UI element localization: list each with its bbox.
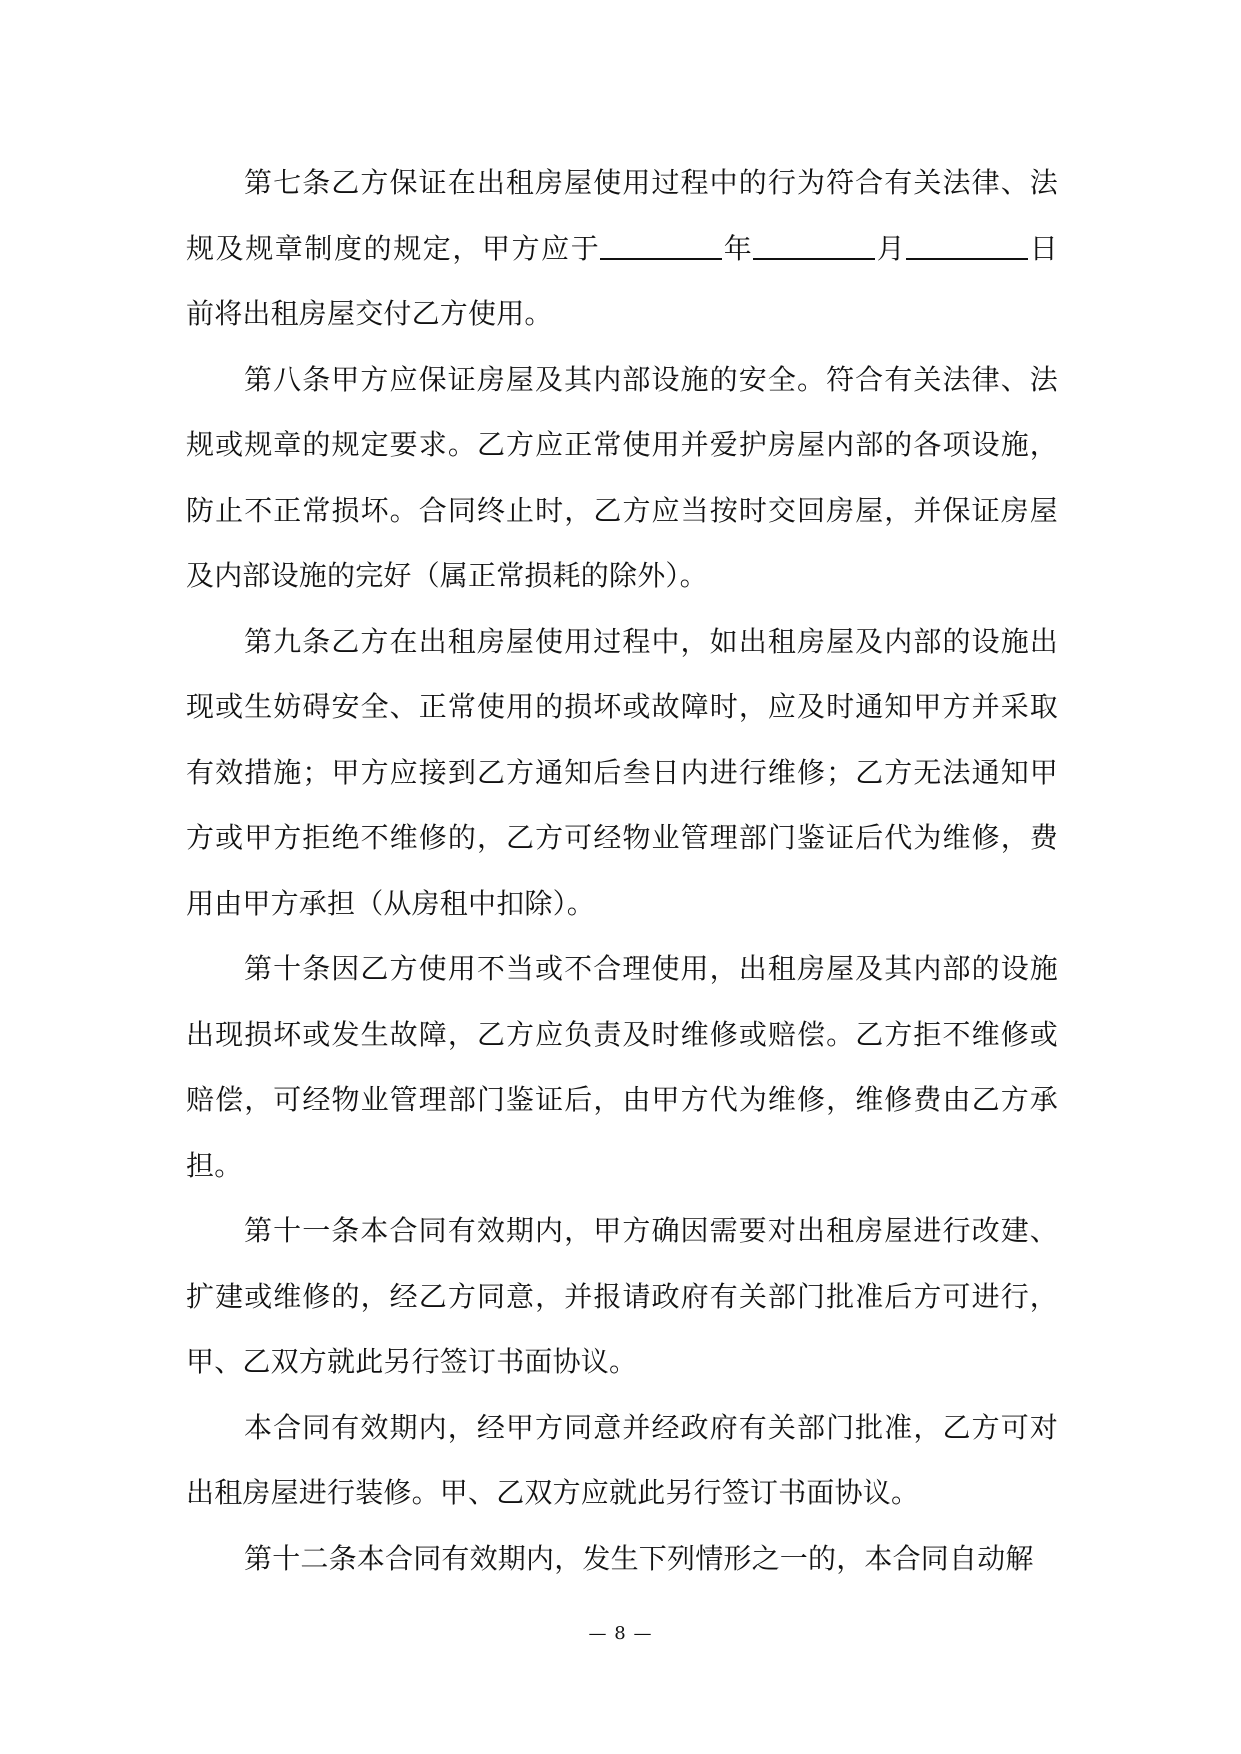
month-label: 月 [875,231,907,265]
article-7-text: 第七条乙方保证在出租房屋使用过程中的行为符合有关法律、法规及规章制度的规定，甲方应于 [186,166,1058,265]
delivery-date-tail: 日前将出租房屋交付乙方使用。 [186,231,1058,330]
paragraph-article-8: 第八条甲方应保证房屋及其内部设施的安全。符合有关法律、法规或规章的规定要求。乙方应正常使用并爱护房屋内部的各项设施，防止不正常损坏。合同终止时，乙方应当按时交回房屋，并保证房屋及内部设施的完好（属正常损耗的除外）。 [186,362,1058,592]
day-blank-line [906,224,1028,260]
paragraph-article-10: 第十条因乙方使用不当或不合理使用，出租房屋及其内部的设施出现损坏或发生故障，乙方应负责及时维修或赔偿。乙方拒不维修或赔偿，可经物业管理部门鉴证后，由甲方代为维修，维修费由乙方承担。 [186,952,1058,1182]
paragraph-article-11: 第十一条本合同有效期内，甲方确因需要对出租房屋进行改建、扩建或维修的，经乙方同意，并报请政府有关部门批准后方可进行，甲、乙双方就此另行签订书面协议。 [186,1214,1058,1378]
document-body [186,150,1058,1591]
paragraph-renovation-clause: 本合同有效期内，经甲方同意并经政府有关部门批准，乙方可对出租房屋进行装修。甲、乙双方应就此另行签订书面协议。 [186,1410,1058,1509]
page-number: — 8 — [588,1623,653,1644]
year-blank-line [600,224,722,260]
year-label: 年 [722,231,754,265]
paragraph-article-7 [186,150,1058,347]
month-blank-line [753,224,875,260]
paragraph-article-12: 第十二条本合同有效期内，发生下列情形之一的，本合同自动解 [244,1541,1034,1575]
paragraph-article-9: 第九条乙方在出租房屋使用过程中，如出租房屋及内部的设施出现或生妨碍安全、正常使用的损坏或故障时，应及时通知甲方并采取有效措施；甲方应接到乙方通知后叁日内进行维修；乙方无法通知甲方或甲方拒绝不维修的，乙方可经物业管理部门鉴证后代为维修，费用由甲方承担（从房租中扣除）。 [186,624,1058,920]
